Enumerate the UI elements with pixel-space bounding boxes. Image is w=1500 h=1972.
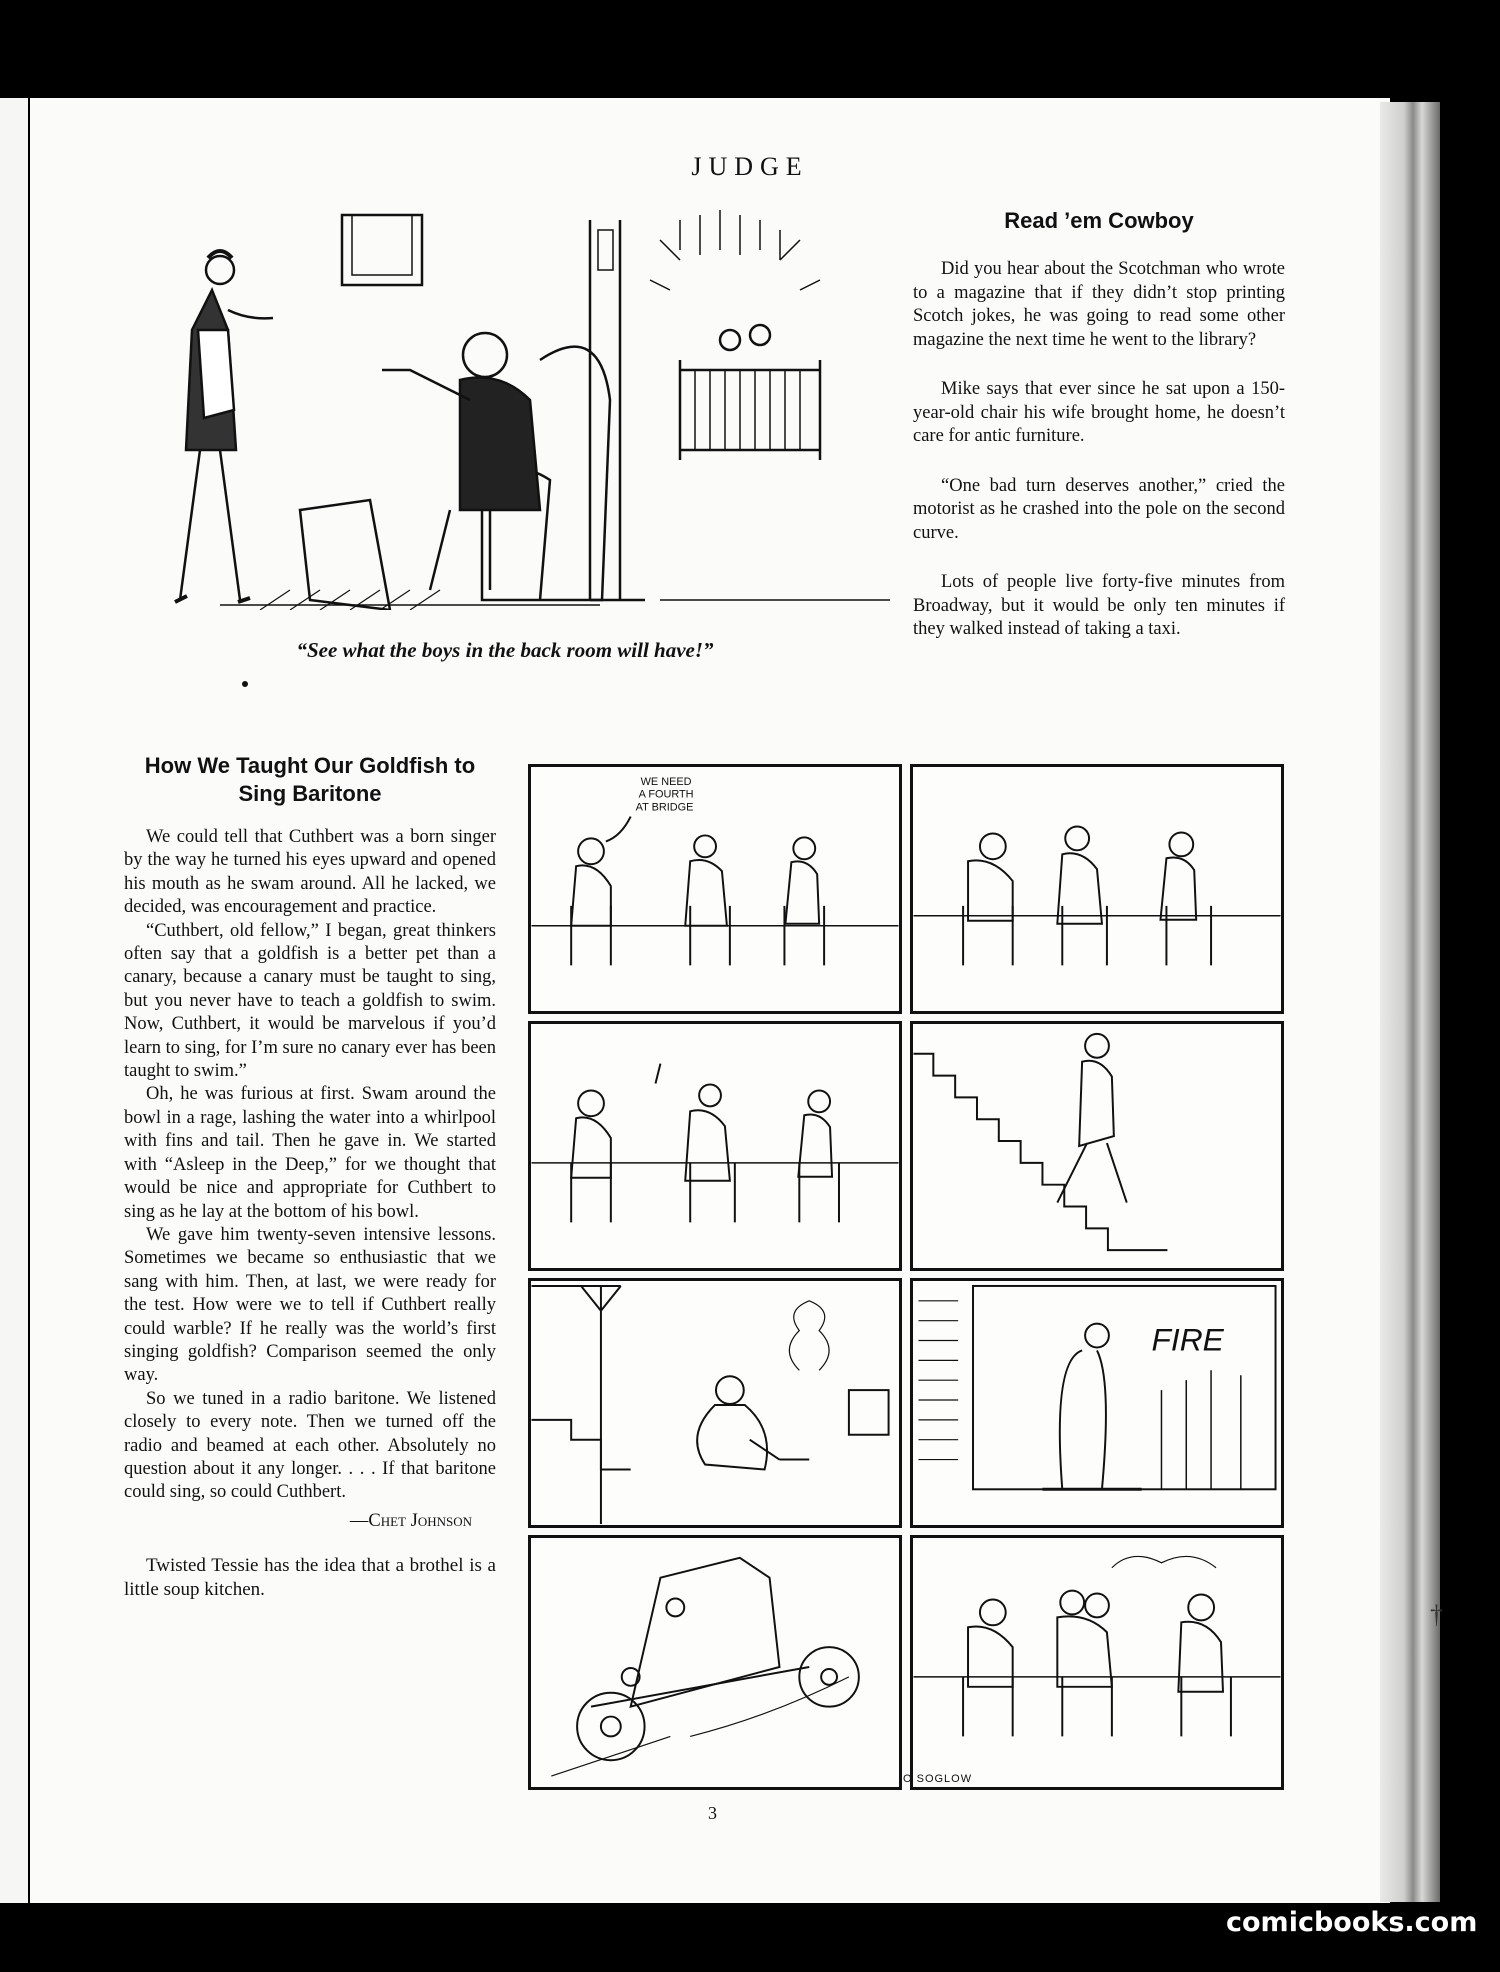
facing-page-edge xyxy=(0,98,28,1903)
story-paragraph: So we tuned in a radio baritone. We listened closely to every note. Then we turned off the radio and beamed at each other. Absolutely no question about it any longer. . . . If that baritone could sing, so could Cuthbert. xyxy=(124,1388,496,1503)
story-paragraph: “Cuthbert, old fellow,” I began, great thinkers often say that a goldfish is a better pet than a canary, because a canary must be taught to sing, but you never have to teach a goldfish to swim. Now, Cuthbert, it would be marvelous if you’d learn to sing, for I’m sure no canary ever has been taught to swim.” xyxy=(124,920,496,1082)
comic-strip xyxy=(528,764,1284,1790)
goldfish-story xyxy=(124,752,496,1602)
speech-line-2: A FOURTH xyxy=(638,788,694,801)
comic-panel-8 xyxy=(910,1535,1284,1790)
speech-line-3: AT BRIDGE xyxy=(635,801,694,814)
top-cartoon-caption: “See what the boys in the back room will have!” xyxy=(296,638,714,662)
speech-line-1: WE NEED xyxy=(640,775,692,788)
comic-panel-4 xyxy=(910,1021,1284,1271)
story-paragraph: Oh, he was furious at first. Swam around the bowl in a rage, lashing the water into a whirlpool with fins and tail. Then he gave in. We started with “Asleep in the Deep,” for we thought that would be nice and appropriate for Cuthbert to sing as he lay at the bottom of his bowl. xyxy=(124,1084,496,1222)
page-number: 3 xyxy=(708,1803,717,1823)
edge-mark: † xyxy=(1430,1600,1443,1629)
top-cartoon-illustration xyxy=(120,210,890,610)
story-paragraph: We gave him twenty-seven intensive lessons. Sometimes we became so enthusiastic that we sang with him. Then, at last, we were ready for the test. How were we to tell if Cuthbert really could warble? If he really was the world’s first singing goldfish? Comparison seemed the only way. xyxy=(124,1224,496,1386)
story-paragraph: We could tell that Cuthbert was a born singer by the way he turned his eyes upward and opened his mouth as he swam around. All he lacked, we decided, was encouragement and practice. xyxy=(124,827,496,918)
comic-panel-1 xyxy=(528,764,902,1014)
jokes-column xyxy=(913,208,1285,668)
comic-panel-5 xyxy=(528,1278,902,1528)
ink-dot xyxy=(242,681,248,687)
fire-lettering: FIRE xyxy=(1151,1321,1224,1358)
watermark: comicbooks.com xyxy=(1226,1907,1478,1938)
comic-panel-3 xyxy=(528,1021,902,1271)
joke-paragraph: “One bad turn deserves another,” cried the motorist as he crashed into the pole on the second curve. xyxy=(913,475,1285,543)
artist-signature: O SOGLOW xyxy=(903,1773,973,1785)
story-byline: —Chet Johnson xyxy=(349,1510,472,1531)
joke-paragraph: Did you hear about the Scotchman who wrote to a magazine that if they didn’t stop printing Scotch jokes, he was going to read some other magazine the next time he went to the library? xyxy=(913,259,1285,350)
joke-paragraph: Mike says that ever since he sat upon a 150-year-old chair his wife brought home, he doesn’t care for antic furniture. xyxy=(913,379,1285,446)
story-title: How We Taught Our Goldfish to Sing Baritone xyxy=(144,753,476,806)
jokes-title: Read ’em Cowboy xyxy=(1004,208,1194,233)
tessie-joke: Twisted Tessie has the idea that a brothel is a little soup kitchen. xyxy=(124,1554,496,1600)
joke-paragraph: Lots of people live forty-five minutes from Broadway, but it would be only ten minutes if they walked instead of taking a taxi. xyxy=(913,572,1285,639)
comic-panel-2 xyxy=(910,764,1284,1014)
masthead: JUDGE xyxy=(691,152,809,181)
comic-panel-7 xyxy=(528,1535,902,1790)
comic-panel-6 xyxy=(910,1278,1284,1528)
